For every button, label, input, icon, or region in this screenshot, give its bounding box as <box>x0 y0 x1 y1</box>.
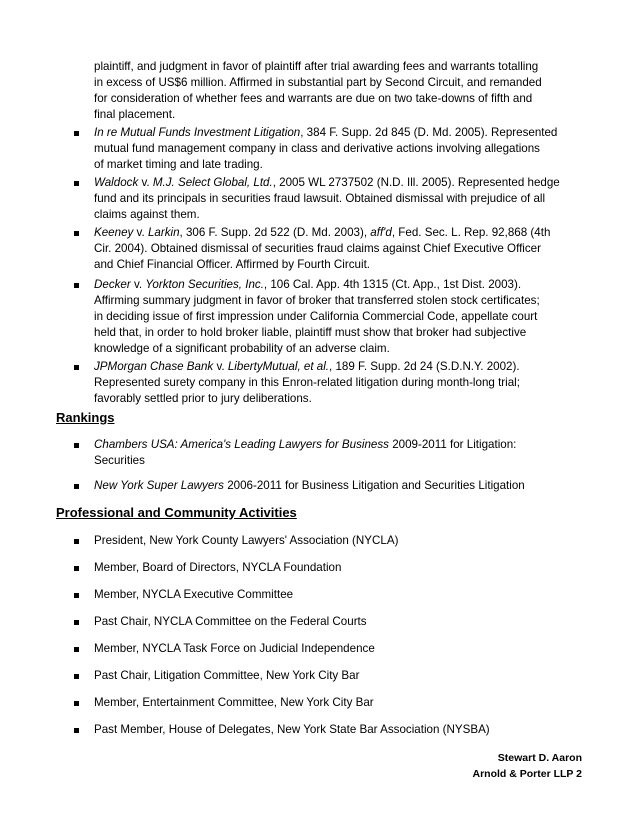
text-line: of market timing and late trading. <box>94 158 263 171</box>
text-line: plaintiff, and judgment in favor of plaintiff after trial awarding fees and warrants totalling <box>94 60 539 73</box>
text-line: Represented surety company in this Enron-related litigation during month-long trial; <box>94 376 520 389</box>
case-citation: Decker v. Yorkton Securities, Inc., 106 Cal. App. 4th 1315 (Ct. App., 1st Dist. 2003). <box>94 278 522 291</box>
ranking-item: New York Super Lawyers 2006-2011 for Business Litigation and Securities Litigation <box>94 479 525 492</box>
case-citation: Keeney v. Larkin, 306 F. Supp. 2d 522 (D. Md. 2003), aff'd, Fed. Sec. L. Rep. 92,868 (4th <box>94 226 551 239</box>
activity-item: Member, NYCLA Executive Committee <box>94 588 294 601</box>
ranking-item: Chambers USA: America's Leading Lawyers for Business 2009-2011 for Litigation: <box>94 438 517 451</box>
text-line: claims against them. <box>94 208 200 221</box>
bullet-icon <box>74 443 79 448</box>
text-line: in deciding issue of first impression under California Commercial Code, appellate court <box>94 310 538 323</box>
text-line: Affirming summary judgment in favor of broker that transferred stolen stock certificates; <box>94 294 540 307</box>
bullet-icon <box>74 365 79 370</box>
bullet-icon <box>74 181 79 186</box>
bullet-icon <box>74 728 79 733</box>
case-citation: In re Mutual Funds Investment Litigation, 384 F. Supp. 2d 845 (D. Md. 2005). Represented <box>94 126 558 139</box>
text-line: fund and its principals in securities fraud lawsuit. Obtained dismissal with prejudice of all <box>94 192 546 205</box>
text-line: for consideration of whether fees and warrants are due on two take-downs of fifth and <box>94 92 533 105</box>
text-line: and Chief Financial Officer. Affirmed by Fourth Circuit. <box>94 258 371 271</box>
bullet-icon <box>74 674 79 679</box>
text-line: Cir. 2004). Obtained dismissal of securities fraud claims against Chief Executive Officer <box>94 242 541 255</box>
footer-author-name: Stewart D. Aaron <box>497 752 582 764</box>
bullet-icon <box>74 283 79 288</box>
rankings-heading: Rankings <box>56 410 115 425</box>
text-line: mutual fund management company in class and derivative actions involving allegations <box>94 142 540 155</box>
activities-heading: Professional and Community Activities <box>56 505 297 520</box>
bullet-icon <box>74 620 79 625</box>
bullet-icon <box>74 701 79 706</box>
bullet-icon <box>74 231 79 236</box>
activity-item: Past Chair, NYCLA Committee on the Federal Courts <box>94 615 367 628</box>
activity-item: Member, Board of Directors, NYCLA Foundation <box>94 561 342 574</box>
activity-item: Past Chair, Litigation Committee, New York City Bar <box>94 669 360 682</box>
text-line: in excess of US$6 million. Affirmed in substantial part by Second Circuit, and remanded <box>94 76 542 89</box>
case-citation: Waldock v. M.J. Select Global, Ltd., 2005 WL 2737502 (N.D. Ill. 2005). Represented hedge <box>94 176 560 189</box>
text-line: knowledge of a significant probability of an adverse claim. <box>94 342 390 355</box>
activity-item: Member, Entertainment Committee, New York City Bar <box>94 696 374 709</box>
footer-firm-page: Arnold & Porter LLP 2 <box>472 768 582 780</box>
text-line: held that, in order to hold broker liable, plaintiff must show that broker had subjective <box>94 326 527 339</box>
activity-item: Past Member, House of Delegates, New York State Bar Association (NYSBA) <box>94 723 490 736</box>
bullet-icon <box>74 539 79 544</box>
bullet-icon <box>74 593 79 598</box>
text-line: favorably settled prior to jury deliberations. <box>94 392 312 405</box>
bullet-icon <box>74 647 79 652</box>
text-line: Securities <box>94 454 145 467</box>
text-line: final placement. <box>94 108 176 121</box>
bullet-icon <box>74 131 79 136</box>
case-citation: JPMorgan Chase Bank v. LibertyMutual, et al., 189 F. Supp. 2d 24 (S.D.N.Y. 2002). <box>94 360 520 373</box>
activity-item: Member, NYCLA Task Force on Judicial Independence <box>94 642 375 655</box>
activity-item: President, New York County Lawyers' Association (NYCLA) <box>94 534 399 547</box>
bullet-icon <box>74 484 79 489</box>
bullet-icon <box>74 566 79 571</box>
